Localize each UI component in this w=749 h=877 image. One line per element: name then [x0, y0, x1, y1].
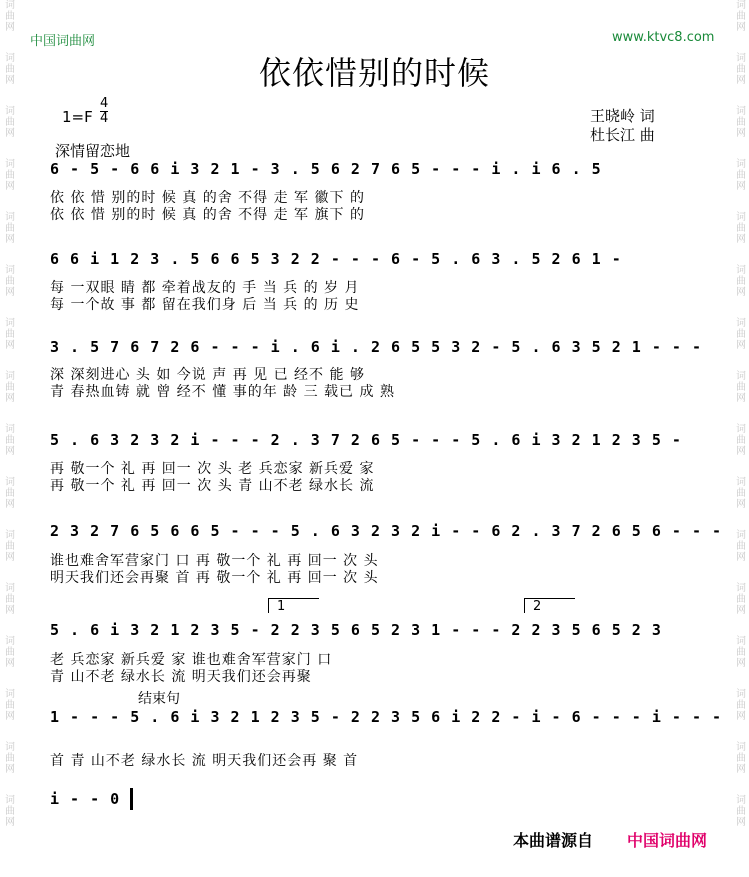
time-sig-top: 4 [100, 96, 109, 111]
watermark-right: www.ktvc8.com [612, 30, 715, 45]
side-watermark-char: 网 [5, 817, 15, 828]
lyric-line-3a: 深 深刻进心 头 如 今说 声 再 见 已 经不 能 够 [50, 367, 365, 383]
side-watermark-group [736, 530, 746, 563]
side-watermark-char: 曲 [736, 488, 746, 499]
right-watermark-column [733, 0, 749, 877]
side-watermark-char: 网 [736, 711, 746, 722]
lyricist-credit: 王晓岭 词 [590, 107, 655, 125]
notation-line-6: 5 . 6 i 3 2 1 2 3 5 - 2 2 3 5 6 5 2 3 1 - - - 2 2 3 5 6 5 2 3 [50, 621, 662, 639]
side-watermark-char: 词 [5, 53, 15, 64]
lyric-line-2b: 每 一个故 事 都 留在我们身 后 当 兵 的 历 史 [50, 297, 360, 313]
side-watermark-char: 网 [5, 393, 15, 404]
lyric-line-4b: 再 敬一个 礼 再 回一 次 头 青 山不老 绿水长 流 [50, 478, 375, 494]
side-watermark-char: 网 [5, 181, 15, 192]
side-watermark-group [736, 636, 746, 669]
lyric-line-5b: 明天我们还会再聚 首 再 敬一个 礼 再 回一 次 头 [50, 570, 379, 586]
side-watermark-char: 网 [736, 605, 746, 616]
side-watermark-group [5, 477, 15, 510]
watermark-left: 中国词曲网 [30, 34, 96, 49]
side-watermark-char: 词 [736, 689, 746, 700]
side-watermark-group [736, 424, 746, 457]
side-watermark-char: 网 [736, 499, 746, 510]
side-watermark-char: 网 [736, 128, 746, 139]
side-watermark-char: 词 [736, 265, 746, 276]
composer-credit: 杜长江 曲 [590, 126, 655, 144]
side-watermark-char: 词 [5, 106, 15, 117]
side-watermark-char: 词 [5, 583, 15, 594]
side-watermark-char: 网 [736, 552, 746, 563]
side-watermark-char: 网 [736, 22, 746, 33]
side-watermark-char: 网 [5, 552, 15, 563]
side-watermark-char: 网 [5, 711, 15, 722]
side-watermark-char: 词 [5, 742, 15, 753]
side-watermark-group [736, 159, 746, 192]
time-signature [100, 97, 108, 126]
side-watermark-char: 曲 [5, 753, 15, 764]
source-label: 本曲谱源自 [513, 831, 594, 850]
side-watermark-char: 网 [5, 75, 15, 86]
side-watermark-group [5, 583, 15, 616]
side-watermark-group [5, 212, 15, 245]
side-watermark-char: 曲 [5, 223, 15, 234]
side-watermark-group [5, 265, 15, 298]
side-watermark-char: 词 [5, 795, 15, 806]
side-watermark-char: 曲 [736, 806, 746, 817]
side-watermark-char: 词 [736, 106, 746, 117]
side-watermark-char: 曲 [736, 700, 746, 711]
side-watermark-char: 网 [736, 340, 746, 351]
side-watermark-char: 曲 [5, 700, 15, 711]
side-watermark-char: 曲 [5, 117, 15, 128]
side-watermark-group [736, 265, 746, 298]
final-barline [130, 788, 133, 810]
side-watermark-char: 词 [5, 0, 15, 11]
side-watermark-char: 曲 [736, 647, 746, 658]
lyric-line-2a: 每 一双眼 睛 都 牵着战友的 手 当 兵 的 岁 月 [50, 280, 360, 296]
side-watermark-char: 词 [736, 424, 746, 435]
side-watermark-char: 曲 [5, 488, 15, 499]
notation-line-7: 1 - - - 5 . 6 i 3 2 1 2 3 5 - 2 2 3 5 6 i 2 2 - i - 6 - - - i - - - [50, 708, 723, 726]
side-watermark-group [736, 106, 746, 139]
side-watermark-char: 曲 [736, 382, 746, 393]
side-watermark-char: 曲 [5, 382, 15, 393]
side-watermark-char: 词 [5, 689, 15, 700]
expression-mark: 深情留恋地 [55, 142, 131, 160]
side-watermark-char: 词 [5, 477, 15, 488]
notation-line-2: 6 6 i 1 2 3 . 5 6 6 5 3 2 2 - - - 6 - 5 . 6 3 . 5 2 6 1 - [50, 250, 622, 268]
side-watermark-char: 词 [736, 53, 746, 64]
side-watermark-char: 词 [5, 265, 15, 276]
lyric-line-4a: 再 敬一个 礼 再 回一 次 头 老 兵恋家 新兵爱 家 [50, 461, 375, 477]
side-watermark-char: 曲 [5, 64, 15, 75]
side-watermark-group [736, 795, 746, 828]
time-sig-bottom: 4 [100, 111, 109, 126]
side-watermark-char: 词 [736, 212, 746, 223]
notation-line-4: 5 . 6 3 2 3 2 i - - - 2 . 3 7 2 6 5 - - - 5 . 6 i 3 2 1 2 3 5 - [50, 431, 682, 449]
left-watermark-column [2, 0, 18, 877]
notation-line-8: i - - 0 [50, 790, 121, 808]
side-watermark-char: 词 [736, 530, 746, 541]
side-watermark-char: 曲 [736, 435, 746, 446]
volta-bracket-1 [268, 598, 319, 613]
side-watermark-char: 词 [736, 371, 746, 382]
side-watermark-char: 网 [736, 75, 746, 86]
lyric-line-1a: 依 依 惜 别的时 候 真 的舍 不得 走 军 徽下 的 [50, 190, 365, 206]
side-watermark-group [5, 0, 15, 33]
side-watermark-group [736, 689, 746, 722]
side-watermark-char: 词 [736, 795, 746, 806]
side-watermark-group [5, 424, 15, 457]
side-watermark-group [5, 318, 15, 351]
side-watermark-char: 曲 [736, 541, 746, 552]
side-watermark-char: 曲 [736, 223, 746, 234]
volta-number-2: 2 [533, 599, 542, 614]
side-watermark-char: 网 [736, 658, 746, 669]
side-watermark-group [5, 106, 15, 139]
side-watermark-char: 网 [5, 499, 15, 510]
side-watermark-char: 网 [5, 22, 15, 33]
side-watermark-char: 曲 [5, 170, 15, 181]
side-watermark-group [5, 530, 15, 563]
side-watermark-char: 网 [5, 287, 15, 298]
song-title: 依依惜别的时候 [258, 54, 490, 92]
side-watermark-char: 网 [5, 605, 15, 616]
side-watermark-char: 曲 [736, 11, 746, 22]
volta-number-1: 1 [277, 599, 286, 614]
side-watermark-group [5, 636, 15, 669]
side-watermark-char: 网 [5, 340, 15, 351]
side-watermark-char: 词 [736, 318, 746, 329]
side-watermark-group [5, 689, 15, 722]
side-watermark-group [736, 212, 746, 245]
notation-line-5: 2 3 2 7 6 5 6 6 5 - - - 5 . 6 3 2 3 2 i - - 6 2 . 3 7 2 6 5 6 - - - [50, 522, 723, 540]
side-watermark-group [736, 318, 746, 351]
side-watermark-char: 网 [736, 446, 746, 457]
side-watermark-group [736, 583, 746, 616]
side-watermark-char: 网 [5, 128, 15, 139]
side-watermark-char: 曲 [736, 117, 746, 128]
source-site: 中国词曲网 [627, 831, 708, 850]
side-watermark-char: 词 [5, 212, 15, 223]
notation-line-3: 3 . 5 7 6 7 2 6 - - - i . 6 i . 2 6 5 5 3 2 - 5 . 6 3 5 2 1 - - - [50, 338, 702, 356]
side-watermark-char: 曲 [736, 329, 746, 340]
side-watermark-char: 网 [5, 446, 15, 457]
side-watermark-char: 曲 [5, 435, 15, 446]
side-watermark-char: 词 [5, 530, 15, 541]
side-watermark-group [736, 371, 746, 404]
key-signature: 1=F [62, 108, 93, 126]
side-watermark-char: 网 [5, 234, 15, 245]
side-watermark-char: 曲 [5, 541, 15, 552]
side-watermark-char: 网 [736, 181, 746, 192]
side-watermark-char: 词 [736, 0, 746, 11]
side-watermark-char: 曲 [736, 170, 746, 181]
volta-bracket-2 [524, 598, 575, 613]
side-watermark-group [736, 742, 746, 775]
side-watermark-char: 网 [5, 658, 15, 669]
side-watermark-char: 曲 [5, 594, 15, 605]
side-watermark-char: 词 [736, 477, 746, 488]
side-watermark-char: 网 [736, 817, 746, 828]
ending-label: 结束句 [138, 691, 180, 707]
lyric-line-5a: 谁也难舍军营家门 口 再 敬一个 礼 再 回一 次 头 [50, 553, 379, 569]
side-watermark-char: 词 [736, 583, 746, 594]
side-watermark-group [736, 0, 746, 33]
side-watermark-char: 曲 [5, 276, 15, 287]
side-watermark-char: 网 [736, 393, 746, 404]
side-watermark-char: 词 [5, 159, 15, 170]
side-watermark-char: 词 [5, 318, 15, 329]
side-watermark-char: 词 [5, 371, 15, 382]
side-watermark-group [736, 477, 746, 510]
side-watermark-group [5, 795, 15, 828]
lyric-line-1b: 依 依 惜 别的时 候 真 的舍 不得 走 军 旗下 的 [50, 207, 365, 223]
lyric-line-6a: 老 兵恋家 新兵爱 家 谁也难舍军营家门 口 [50, 652, 333, 668]
lyric-line-6b: 青 山不老 绿水长 流 明天我们还会再聚 [50, 669, 312, 685]
side-watermark-group [5, 371, 15, 404]
side-watermark-char: 网 [736, 764, 746, 775]
side-watermark-char: 网 [736, 234, 746, 245]
side-watermark-char: 曲 [736, 276, 746, 287]
side-watermark-char: 词 [736, 636, 746, 647]
side-watermark-char: 曲 [736, 594, 746, 605]
side-watermark-char: 网 [736, 287, 746, 298]
lyric-line-7a: 首 青 山不老 绿水长 流 明天我们还会再 聚 首 [50, 753, 359, 769]
side-watermark-char: 曲 [5, 806, 15, 817]
side-watermark-char: 网 [5, 764, 15, 775]
lyric-line-3b: 青 春热血铸 就 曾 经不 懂 事的年 龄 三 载已 成 熟 [50, 384, 395, 400]
side-watermark-char: 曲 [5, 329, 15, 340]
side-watermark-char: 词 [736, 159, 746, 170]
side-watermark-char: 曲 [736, 64, 746, 75]
side-watermark-group [5, 742, 15, 775]
side-watermark-char: 词 [5, 424, 15, 435]
side-watermark-char: 词 [5, 636, 15, 647]
side-watermark-char: 曲 [5, 647, 15, 658]
side-watermark-char: 词 [736, 742, 746, 753]
side-watermark-group [5, 159, 15, 192]
side-watermark-char: 曲 [736, 753, 746, 764]
side-watermark-char: 曲 [5, 11, 15, 22]
notation-line-1: 6 - 5 - 6 6 i 3 2 1 - 3 . 5 6 2 7 6 5 - - - i . i 6 . 5 [50, 160, 602, 178]
